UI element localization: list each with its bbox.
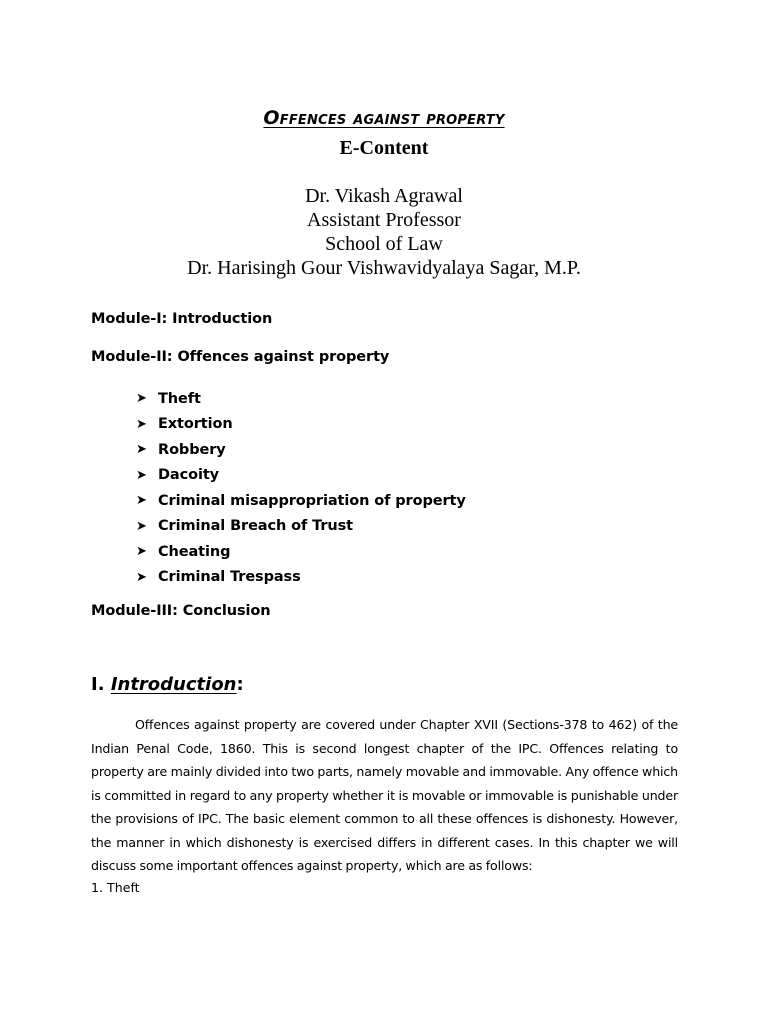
module-3-heading: Module-III: Conclusion: [91, 603, 271, 619]
author-department: School of Law: [325, 233, 443, 255]
section-heading-introduction: [91, 674, 244, 695]
arrowhead-bullet-icon: ➤: [136, 391, 147, 407]
arrowhead-bullet-icon: ➤: [136, 518, 147, 534]
author-institution: Dr. Harisingh Gour Vishwavidyalaya Sagar, M.P.: [187, 257, 581, 279]
topic-label: Criminal Trespass: [158, 569, 301, 586]
arrowhead-bullet-icon: ➤: [136, 544, 147, 560]
topic-item: [136, 539, 466, 565]
module-1-heading: Module-I: Introduction: [91, 311, 273, 327]
topic-item: [136, 463, 466, 489]
arrowhead-bullet-icon: ➤: [136, 467, 147, 483]
module-2-heading: Module-II: Offences against property: [91, 349, 390, 365]
topic-item: [136, 488, 466, 514]
topic-label: Criminal Breach of Trust: [158, 518, 354, 535]
section-title-suffix: :: [236, 674, 244, 695]
arrowhead-bullet-icon: ➤: [136, 442, 147, 458]
topic-label: Robbery: [158, 441, 226, 458]
section-number: I.: [91, 674, 111, 695]
topic-item: [136, 412, 466, 438]
topic-label: Cheating: [158, 543, 231, 560]
topic-list: [136, 386, 466, 590]
topic-label: Extortion: [158, 416, 233, 433]
document-title: [0, 95, 768, 132]
topic-label: Criminal misappropriation of property: [158, 492, 466, 509]
arrowhead-bullet-icon: ➤: [136, 493, 147, 509]
document-title-text: Offences against property: [263, 107, 505, 129]
introduction-paragraph: Offences against property are covered under Chapter XVII (Sections-378 to 462) of the Indian Penal Code, 1860. This is second longest chapter of the IPC. Offences relating to property are mainly divided into two parts, namely movable and immovable. Any offence which is committed in regard to any property whether it is movable or immovable is punishable under the provisions of IPC. The basic element common to all these offences is dishonesty. However, the manner in which dishonesty is exercised differs in different cases. In this chapter we will discuss some important offences against property, which are as follows:: [91, 717, 678, 873]
topic-label: Theft: [158, 390, 201, 407]
author-block: [0, 184, 768, 280]
topic-label: Dacoity: [158, 467, 220, 484]
author-designation: Assistant Professor: [307, 209, 461, 231]
arrowhead-bullet-icon: ➤: [136, 569, 147, 585]
topic-item: [136, 565, 466, 591]
arrowhead-bullet-icon: ➤: [136, 416, 147, 432]
document-subtitle: E-Content: [339, 137, 429, 159]
topic-item: [136, 386, 466, 412]
offence-list-item-1: 1. Theft: [91, 880, 140, 895]
author-name: Dr. Vikash Agrawal: [305, 185, 463, 207]
section-title: Introduction: [110, 674, 237, 695]
topic-item: [136, 437, 466, 463]
topic-item: [136, 514, 466, 540]
